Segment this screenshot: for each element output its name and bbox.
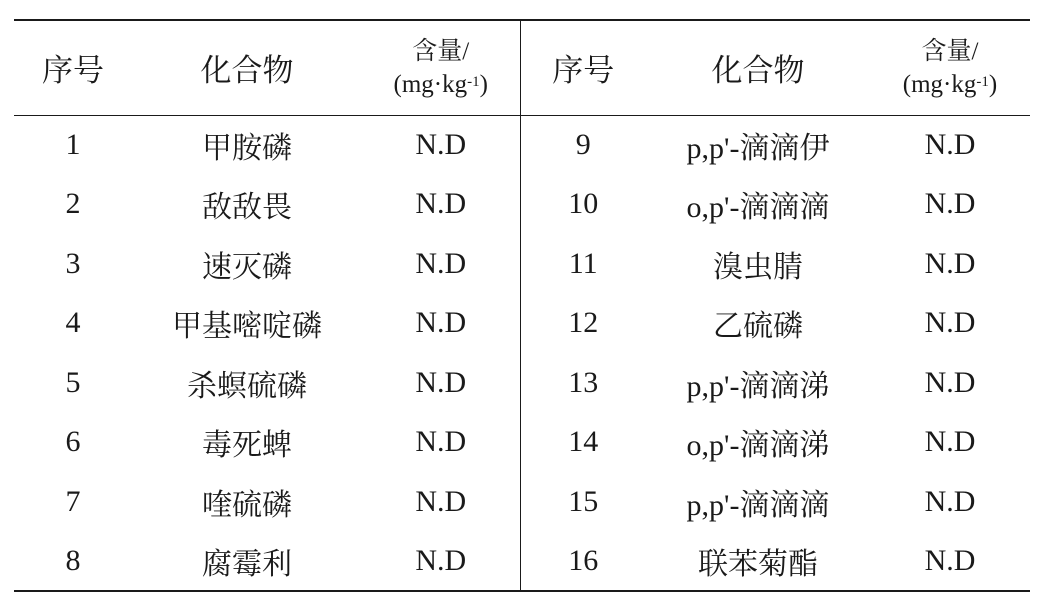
pesticide-residue-table [14, 19, 1030, 592]
cell-left-value: N.D [362, 294, 520, 354]
cell-left-value: N.D [362, 413, 520, 473]
cell-left-value: N.D [362, 472, 520, 532]
header-row [14, 20, 1030, 115]
cell-right-no: 9 [520, 115, 646, 175]
header-right-content [870, 20, 1030, 115]
table-row [14, 472, 1030, 532]
cell-left-name: 腐霉利 [202, 547, 292, 581]
cell-left-name: 喹硫磷 [202, 488, 292, 522]
table-row [14, 532, 1030, 592]
cell-right-value: N.D [924, 425, 976, 459]
cell-right-no: 14 [520, 413, 646, 473]
cell-right-no: 16 [520, 532, 646, 592]
cell-right-value: N.D [924, 128, 976, 161]
cell-right-name: 溴虫腈 [713, 250, 803, 284]
cell-right-no: 12 [520, 294, 646, 354]
cell-right-value: N.D [924, 484, 976, 518]
cell-left-name: 杀螟硫磷 [187, 369, 307, 403]
header-left-content-label: 含量/ [412, 37, 470, 65]
header-left-content [362, 20, 520, 115]
cell-left-name: 速灭磷 [202, 250, 292, 284]
cell-left-value: N.D [362, 532, 520, 592]
header-right-content-label: 含量/ [921, 37, 979, 65]
cell-left-value: N.D [362, 234, 520, 294]
cell-right-value: N.D [924, 246, 976, 280]
table-header [14, 20, 1030, 115]
cell-right-value: N.D [924, 187, 976, 221]
header-left-no: 序号 [42, 53, 104, 89]
cell-left-value: N.D [362, 175, 520, 235]
cell-right-name: p,p'-滴滴涕 [686, 369, 830, 403]
header-right-no: 序号 [520, 20, 646, 115]
table-row [14, 234, 1030, 294]
cell-right-name: p,p'-滴滴滴 [686, 488, 830, 522]
cell-left-name: 毒死蜱 [202, 429, 292, 463]
cell-right-no: 13 [520, 353, 646, 413]
cell-right-no: 15 [520, 472, 646, 532]
cell-right-name: 乙硫磷 [713, 310, 803, 344]
cell-right-no: 11 [520, 234, 646, 294]
cell-left-name: 敌敌畏 [202, 191, 292, 225]
cell-left-no: 3 [65, 246, 81, 280]
header-right-name: 化合物 [711, 53, 805, 89]
table-row [14, 175, 1030, 235]
cell-left-name: 甲胺磷 [202, 132, 292, 165]
table-row [14, 353, 1030, 413]
cell-left-no: 5 [65, 365, 81, 399]
table-body [14, 115, 1030, 591]
cell-right-name: o,p'-滴滴滴 [686, 191, 830, 225]
cell-left-no: 6 [65, 425, 81, 459]
cell-right-value: N.D [924, 306, 976, 340]
table-row [14, 413, 1030, 473]
cell-right-value: N.D [924, 365, 976, 399]
cell-left-no: 7 [65, 484, 81, 518]
header-left-content-unit: $(mg\cdot kg^{-1})$ [393, 70, 488, 98]
cell-left-no: 4 [65, 306, 81, 340]
cell-right-name: 联苯菊酯 [698, 547, 818, 581]
cell-left-no: 2 [65, 187, 81, 221]
cell-right-name: o,p'-滴滴涕 [686, 429, 830, 463]
cell-left-no: 1 [65, 128, 81, 161]
cell-left-value: N.D [362, 115, 520, 175]
header-left-name: 化合物 [200, 53, 294, 89]
cell-left-name: 甲基嘧啶磷 [172, 310, 322, 344]
header-right-content-unit: $(mg\cdot kg^{-1})$ [902, 70, 998, 98]
table-row [14, 115, 1030, 175]
cell-right-no: 10 [520, 175, 646, 235]
cell-right-value: N.D [924, 543, 976, 577]
cell-left-no: 8 [65, 543, 81, 577]
cell-left-value: N.D [362, 353, 520, 413]
cell-right-name: p,p'-滴滴伊 [686, 132, 830, 165]
table-row [14, 294, 1030, 354]
pesticide-residue-table-container [14, 19, 1030, 585]
